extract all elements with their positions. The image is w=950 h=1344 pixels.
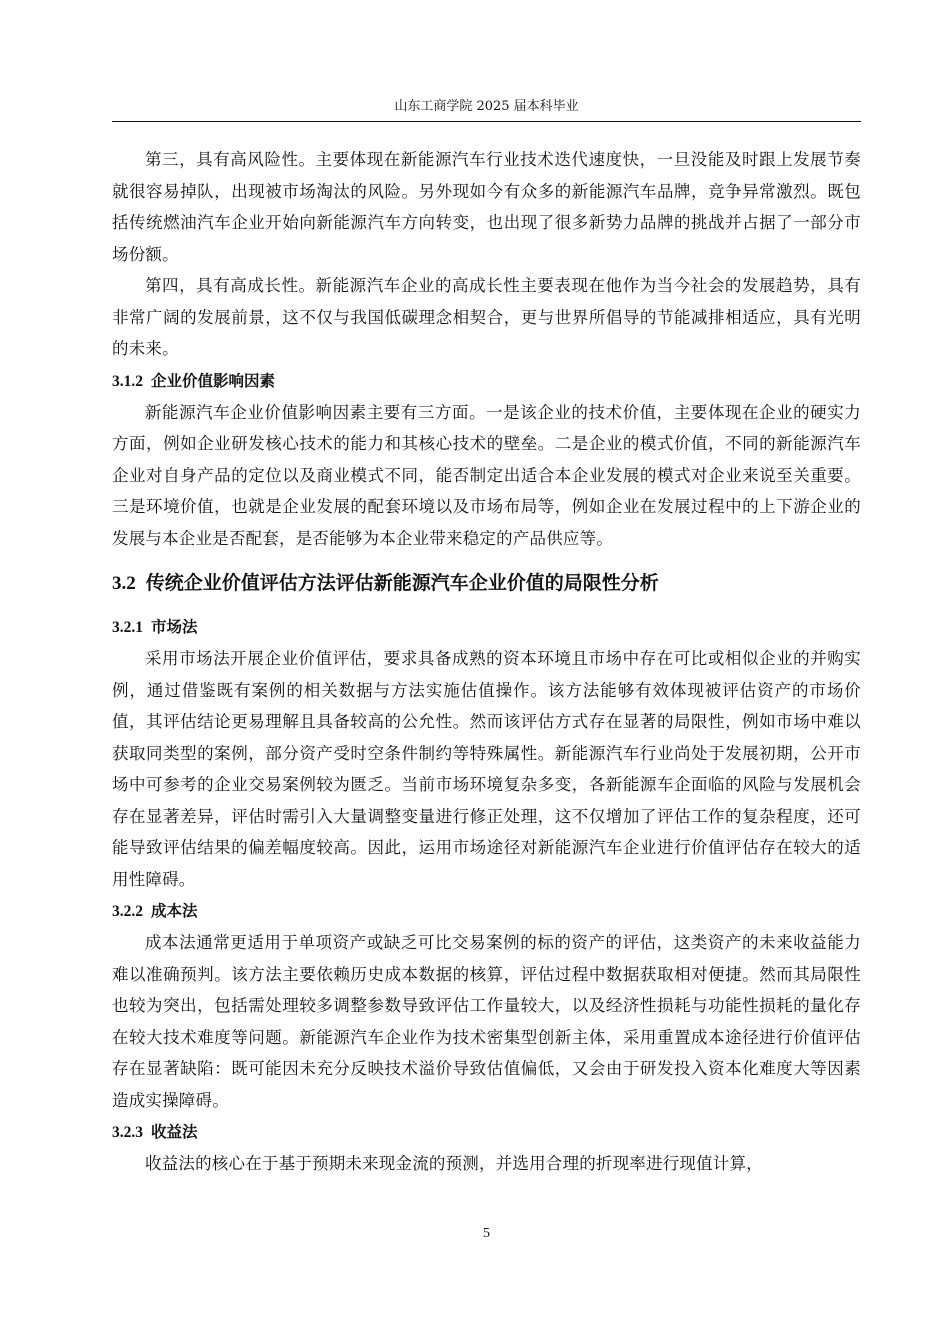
heading-3-2-1 [112,611,861,643]
page-header: 山东工商学院 2025 届本科毕业 [394,99,579,114]
paragraph-fourth-feature: 第四，具有高成长性。新能源汽车企业的高成长性主要表现在他作为当今社会的发展趋势，具有非常广阔的发展前景，这不仅与我国低碳理念相契合，更与世界所倡导的节能减排相适应，具有光明的未来。 [112,276,861,358]
paragraph-income-approach: 收益法的核心在于基于预期未来现金流的预测，并选用合理的折现率进行现值计算， [145,1154,763,1173]
heading-3-2-2 [112,895,861,927]
header-divider [112,121,861,122]
paragraph-value-factors: 新能源汽车企业价值影响因素主要有三方面。一是该企业的技术价值，主要体现在企业的硬实力方面，例如企业研发核心技术的能力和其核心技术的壁垒。二是企业的模式价值，不同的新能源汽车企业对自身产品的定位以及商业模式不同，能否制定出适合本企业发展的模式对企业来说至关重要。三是环境价值，也就是企业发展的配套环境以及市场布局等，例如企业在发展过程中的上下游企业的发展与本企业是否配套，是否能够为本企业带来稳定的产品供应等。 [112,402,861,548]
paragraph-cost-approach: 成本法通常更适用于单项资产或缺乏可比交易案例的标的资产的评估，这类资产的未来收益能力难以准确预判。该方法主要依赖历史成本数据的核算，评估过程中数据获取相对便捷。然而其局限性也较为突出，包括需处理较多调整参数导致评估工作量较大，以及经济性损耗与功能性损耗的量化存在较大技术难度等问题。新能源汽车企业作为技术密集型创新主体，采用重置成本途径进行价值评估存在显著缺陷：既可能因未充分反映技术溢价导致估值偏低，又会由于研发投入资本化难度大等因素造成实操障碍。 [112,933,861,1110]
heading-3-2 [112,568,861,599]
heading-text: 收益法 [151,1122,198,1141]
heading-text: 企业价值影响因素 [151,370,276,390]
heading-3-1-2 [112,365,861,397]
paragraph-market-approach: 采用市场法开展企业价值评估，要求具备成熟的资本环境且市场中存在可比或相似企业的并购实例，通过借鉴既有案例的相关数据与方法实施估值操作。该方法能够有效体现被评估资产的市场价值，其评估结论更易理解且具备较高的公允性。然而该评估方式存在显著的局限性，例如市场中难以获取同类型的案例，部分资产受时空条件制约等特殊属性。新能源汽车行业尚处于发展初期，公开市场中可参考的企业交易案例较为匮乏。当前市场环境复杂多变，各新能源车企面临的风险与发展机会存在显著差异，评估时需引入大量调整变量进行修正处理，这不仅增加了评估工作的复杂程度，还可能导致评估结果的偏差幅度较高。因此，运用市场途径对新能源汽车企业进行价值评估存在较大的适用性障碍。 [112,649,861,889]
heading-number: 3.2.3 [112,1124,143,1141]
paragraph-third-feature: 第三，具有高风险性。主要体现在新能源汽车行业技术迭代速度快，一旦没能及时跟上发展节奏就很容易掉队，出现被市场淘汰的风险。另外现如今有众多的新能源汽车品牌，竞争异常激烈。既包括传统燃油汽车企业开始向新能源汽车方向转变，也出现了很多新势力品牌的挑战并占据了一部分市场份额。 [112,150,861,264]
document-body [112,144,861,1180]
heading-number: 3.1.2 [112,372,143,390]
heading-3-2-3 [112,1116,861,1148]
heading-number: 3.2.2 [112,903,143,920]
heading-number: 3.2.1 [112,619,143,636]
heading-number: 3.2 [112,573,136,594]
heading-text: 成本法 [151,901,198,920]
heading-text: 传统企业价值评估方法评估新能源汽车企业价值的局限性分析 [145,572,659,594]
heading-text: 市场法 [151,617,198,636]
page-number: 5 [483,1226,490,1241]
